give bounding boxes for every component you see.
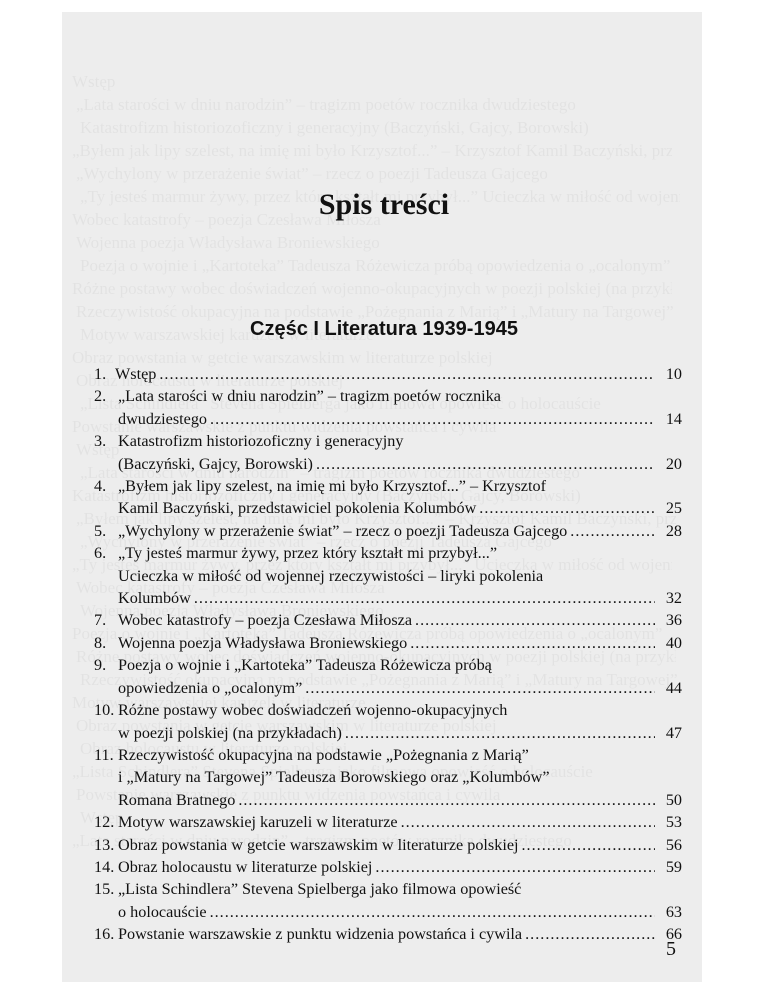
toc-entry-text: Romana Bratnego — [118, 790, 236, 809]
toc-entry — [94, 699, 682, 744]
toc-entry-number: 10. — [94, 701, 115, 720]
toc-entry-page: 63 — [665, 902, 682, 921]
dot-leader — [522, 834, 656, 856]
toc-entry-body — [118, 811, 682, 833]
toc-entry-page: 53 — [665, 813, 682, 832]
bleed-through-line — [76, 164, 676, 184]
toc-entry-line — [118, 453, 682, 475]
toc-entry-page: 14 — [665, 409, 682, 428]
toc-entry-number: 12. — [94, 813, 115, 832]
toc-entry-number: 3. — [94, 432, 107, 451]
toc-entry-text: Kamil Baczyński, przedstawiciel pokolenia Kolumbów — [118, 499, 477, 518]
toc-entry-body — [118, 632, 682, 654]
toc-entry-line — [118, 654, 682, 676]
toc-entry-line — [118, 811, 682, 833]
toc-entry-page: 50 — [665, 790, 682, 809]
toc-entry-text: „Lista Schindlera” Stevena Spielberga jako filmowa opowieść — [118, 880, 522, 899]
dot-leader — [479, 497, 655, 519]
dot-leader — [415, 609, 655, 631]
toc-entry-body — [118, 878, 682, 923]
toc-entry-page: 36 — [665, 611, 682, 630]
dot-leader — [305, 677, 655, 699]
bleed-through-line — [72, 72, 672, 92]
toc-entry-page: 20 — [665, 454, 682, 473]
toc-entry-text: Obraz powstania w getcie warszawskim w literaturze polskiej — [118, 835, 519, 854]
toc-entry-text: Rzeczywistość okupacyjna na podstawie „Pożegnania z Marią” — [118, 745, 529, 764]
toc-entry-body — [118, 699, 682, 744]
table-of-contents — [94, 363, 682, 946]
toc-entry-body — [118, 520, 682, 542]
toc-entry — [94, 385, 682, 430]
toc-entry-page: 28 — [665, 521, 682, 540]
toc-entry-line — [118, 587, 682, 609]
toc-entry-line — [118, 609, 682, 631]
toc-entry-body — [118, 385, 682, 430]
toc-entry-line — [118, 766, 682, 788]
toc-entry-text: „Wychylony w przerażenie świat” – rzecz o poezji Tadeusza Gajcego — [118, 521, 568, 540]
toc-entry-body — [118, 834, 682, 856]
toc-entry-line — [118, 834, 682, 856]
toc-entry-number: 11. — [94, 745, 114, 764]
bleed-through-line — [76, 95, 676, 115]
dot-leader — [525, 923, 655, 945]
toc-entry-text: Powstanie warszawskie z punktu widzenia powstańca i cywila — [118, 925, 523, 944]
dot-leader — [210, 408, 655, 430]
toc-entry-text: Wojenna poezja Władysława Broniewskiego — [118, 633, 408, 652]
toc-entry-number: 16. — [94, 925, 115, 944]
toc-entry — [94, 811, 682, 833]
toc-entry-number: 2. — [94, 387, 107, 406]
toc-entry — [94, 834, 682, 856]
toc-entry-line — [118, 565, 682, 587]
toc-entry-text: Obraz holocaustu w literaturze polskiej — [118, 857, 373, 876]
page-title: Spis treści — [318, 188, 450, 221]
toc-entry-body — [118, 923, 682, 945]
toc-entry-line — [118, 878, 682, 900]
toc-entry-text: Katastrofizm historiozoficzny i generacyjny — [118, 432, 404, 451]
toc-entry-page: 59 — [665, 857, 682, 876]
bleed-through-line — [80, 256, 680, 276]
toc-entry — [94, 520, 682, 542]
toc-entry-text: w poezji polskiej (na przykładach) — [118, 723, 342, 742]
toc-entry-page: 47 — [665, 723, 682, 742]
toc-entry-page: 44 — [665, 678, 682, 697]
bleed-through-line — [80, 118, 680, 138]
toc-entry-number: 8. — [94, 633, 107, 652]
toc-entry — [94, 632, 682, 654]
toc-entry-page: 10 — [665, 365, 682, 383]
toc-entry-line — [118, 632, 682, 654]
bleed-through-line — [72, 141, 672, 161]
bleed-through-line — [76, 233, 676, 253]
toc-entry-line — [118, 520, 682, 542]
toc-entry — [94, 654, 682, 699]
toc-entry-line — [118, 497, 682, 519]
toc-entry-text: Wstęp — [115, 365, 157, 383]
toc-entry — [94, 609, 682, 631]
toc-entry-number: 7. — [94, 611, 107, 630]
toc-entry — [94, 542, 682, 609]
toc-entry-line — [115, 363, 682, 385]
toc-entry-text: (Baczyński, Gajcy, Borowski) — [118, 454, 313, 473]
toc-entry-page: 66 — [665, 925, 682, 944]
toc-entry — [94, 744, 682, 811]
toc-entry — [94, 363, 682, 385]
toc-entry-number: 15. — [94, 880, 115, 899]
toc-entry-text: Wobec katastrofy – poezja Czesława Miłosza — [118, 611, 413, 630]
toc-entry-text: i „Matury na Targowej” Tadeusza Borowskiego oraz „Kolumbów” — [118, 768, 550, 787]
dot-leader — [238, 789, 655, 811]
toc-entry — [94, 878, 682, 923]
toc-entry-line — [118, 856, 682, 878]
toc-entry — [94, 856, 682, 878]
toc-entry-text: Ucieczka w miłość od wojennej rzeczywistości – liryki pokolenia — [118, 566, 544, 585]
toc-entry-body — [118, 475, 682, 520]
toc-entry-number: 13. — [94, 835, 115, 854]
toc-entry-text: „Lata starości w dniu narodzin” – tragizm poetów rocznika — [118, 387, 501, 406]
dot-leader — [570, 520, 655, 542]
toc-entry-number: 6. — [94, 544, 107, 563]
dot-leader — [210, 901, 655, 923]
toc-entry-line — [118, 901, 682, 923]
dot-leader — [410, 632, 655, 654]
toc-entry-line — [118, 430, 682, 452]
toc-entry-number: 4. — [94, 477, 107, 496]
toc-entry-line — [118, 408, 682, 430]
toc-entry-line — [118, 475, 682, 497]
toc-entry-body — [118, 542, 682, 609]
toc-entry-number: 14. — [94, 857, 115, 876]
toc-entry-text: o holocauście — [118, 902, 207, 921]
toc-entry-body — [118, 744, 682, 811]
toc-entry-line — [118, 385, 682, 407]
toc-entry-line — [118, 722, 682, 744]
toc-entry — [94, 475, 682, 520]
bleed-through-line — [72, 279, 672, 299]
page-number: 5 — [666, 938, 676, 960]
toc-entry-line — [118, 677, 682, 699]
toc-entry-text: opowiedzenia o „ocalonym” — [118, 678, 303, 697]
toc-entry-page: 32 — [665, 589, 682, 608]
toc-entry-line — [118, 699, 682, 721]
toc-entry-page: 56 — [665, 835, 682, 854]
toc-entry-body — [118, 654, 682, 699]
dot-leader — [375, 856, 655, 878]
toc-entry-text: „Ty jesteś marmur żywy, przez który kształt mi przybył...” — [118, 544, 497, 563]
toc-entry — [94, 923, 682, 945]
toc-entry-line — [118, 923, 682, 945]
toc-entry-line — [118, 744, 682, 766]
dot-leader — [159, 363, 655, 385]
toc-entry-page: 40 — [665, 633, 682, 652]
toc-entry-body — [118, 856, 682, 878]
toc-entry-text: Kolumbów — [118, 589, 191, 608]
toc-entry-line — [118, 542, 682, 564]
dot-leader — [345, 722, 655, 744]
toc-entry-text: Różne postawy wobec doświadczeń wojenno-okupacyjnych — [118, 701, 508, 720]
toc-entry-text: dwudziestego — [118, 409, 208, 428]
toc-entry-text: „Byłem jak lipy szelest, na imię mi było Krzysztof...” – Krzysztof — [118, 477, 546, 496]
toc-entry-number: 1. — [94, 365, 107, 383]
toc-entry — [94, 430, 682, 475]
dot-leader — [194, 587, 655, 609]
toc-entry-text: Poezja o wojnie i „Kartoteka” Tadeusza Różewicza próbą — [118, 656, 492, 675]
toc-entry-page: 25 — [665, 499, 682, 518]
toc-entry-line — [118, 789, 682, 811]
toc-entry-body — [118, 609, 682, 631]
dot-leader — [316, 453, 655, 475]
toc-entry-text: Motyw warszawskiej karuzeli w literaturze — [118, 813, 398, 832]
dot-leader — [401, 811, 655, 833]
toc-entry-number: 5. — [94, 521, 107, 540]
toc-entry-body — [115, 363, 682, 385]
part-heading: Częśc I Literatura 1939-1945 — [250, 318, 518, 340]
toc-entry-body — [118, 430, 682, 475]
toc-entry-number: 9. — [94, 656, 107, 675]
